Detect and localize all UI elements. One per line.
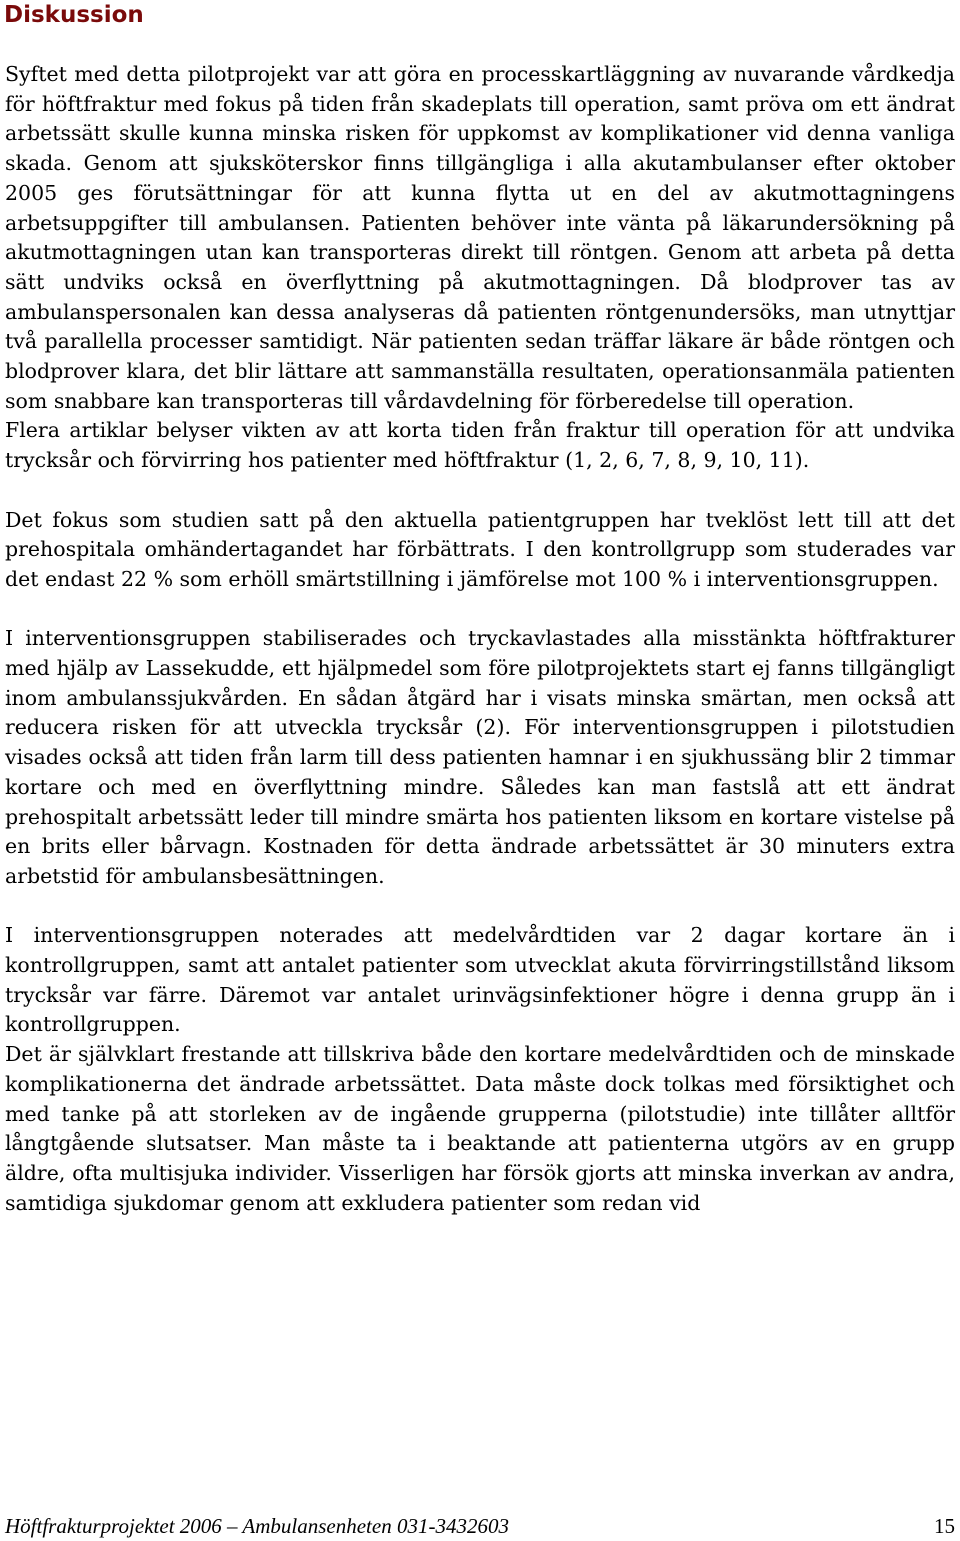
- paragraph-4: I interventionsgruppen stabiliserades och tryckavlastades alla misstänkta höftfrakturer med hjälp av Lassekudde, ett hjälpmedel som före pilotprojektets start ej fanns tillgängligt inom ambulanssjukvården. En sådan åtgärd har i visats minska smärtan, men också att reducera risken för att utveckla trycksår (2). För interventionsgruppen i pilotstudien visades också att tiden från larm till dess patienten hamnar i en sjukhussäng blir 2 timmar kortare och med en överflyttning mindre. Således kan man fastslå att ett ändrat prehospitalt arbetssätt leder till mindre smärta hos patienten liksom en kortare vistelse på en brits eller bårvagn. Kostnaden för detta ändrade arbetssättet är 30 minuters extra arbetstid för ambulansbesättningen.: [5, 626, 955, 888]
- section-heading: Diskussion: [4, 2, 144, 28]
- paragraph-5: I interventionsgruppen noterades att medelvårdtiden var 2 dagar kortare än i kontrollgruppen, samt att antalet patienter som utvecklat akuta förvirringstillstånd liksom trycksår var färre. Däremot var antalet urinvägsinfektioner högre i denna grupp än i kontrollgruppen.: [5, 923, 955, 1037]
- paragraph-1: Syftet med detta pilotprojekt var att göra en processkartläggning av nuvarande vårdkedja för höftfraktur med fokus på tiden från skadeplats till operation, samt pröva om ett ändrat arbetssätt skulle kunna minska risken för uppkomst av komplikationer vid denna vanliga skada. Genom att sjuksköterskor finns tillgängliga i alla akutambulanser efter oktober 2005 ges förutsättningar för att kunna flytta ut en del av akutmottagningens arbetsuppgifter till ambulansen. Patienten behöver inte vänta på läkarundersökning på akutmottagningen utan kan transporteras direkt till röntgen. Genom att arbeta på detta sätt undviks också en överflyttning på akutmottagningen. Då blodprover tas av ambulanspersonalen kan dessa analyseras då patienten röntgenundersöks, man utnyttjar två parallella processer samtidigt. När patienten sedan träffar läkare är både röntgen och blodprover klara, det blir lättare att sammanställa resultaten, operationsanmäla patienten som snabbare kan transporteras till vårdavdelning för förberedelse till operation.: [5, 62, 955, 413]
- paragraph-2: Flera artiklar belyser vikten av att korta tiden från fraktur till operation för att undvika trycksår och förvirring hos patienter med höftfraktur (1, 2, 6, 7, 8, 9, 10, 11).: [5, 418, 955, 473]
- page-number: 15: [934, 1514, 955, 1538]
- paragraph-6: Det är självklart frestande att tillskriva både den kortare medelvårdtiden och de minskade komplikationerna det ändrade arbetssättet. Data måste dock tolkas med försiktighet och med tanke på att storleken av de ingående grupperna (pilotstudie) inte tillåter alltför långtgående slutsatser. Man måste ta i beaktande att patienterna utgörs av en grupp äldre, ofta multisjuka individer. Visserligen har försök gjorts att minska inverkan av andra, samtidiga sjukdomar genom att exkludera patienter som redan vid: [5, 1042, 955, 1215]
- paragraph-3: Det fokus som studien satt på den aktuella patientgruppen har tveklöst lett till att det prehospitala omhändertagandet har förbättrats. I den kontrollgrupp som studerades var det endast 22 % som erhöll smärtstillning i jämförelse mot 100 % i interventionsgruppen.: [5, 507, 955, 591]
- footer-title: Höftfrakturprojektet 2006 – Ambulansenheten 031-3432603: [5, 1514, 509, 1538]
- body-text: [5, 60, 955, 1218]
